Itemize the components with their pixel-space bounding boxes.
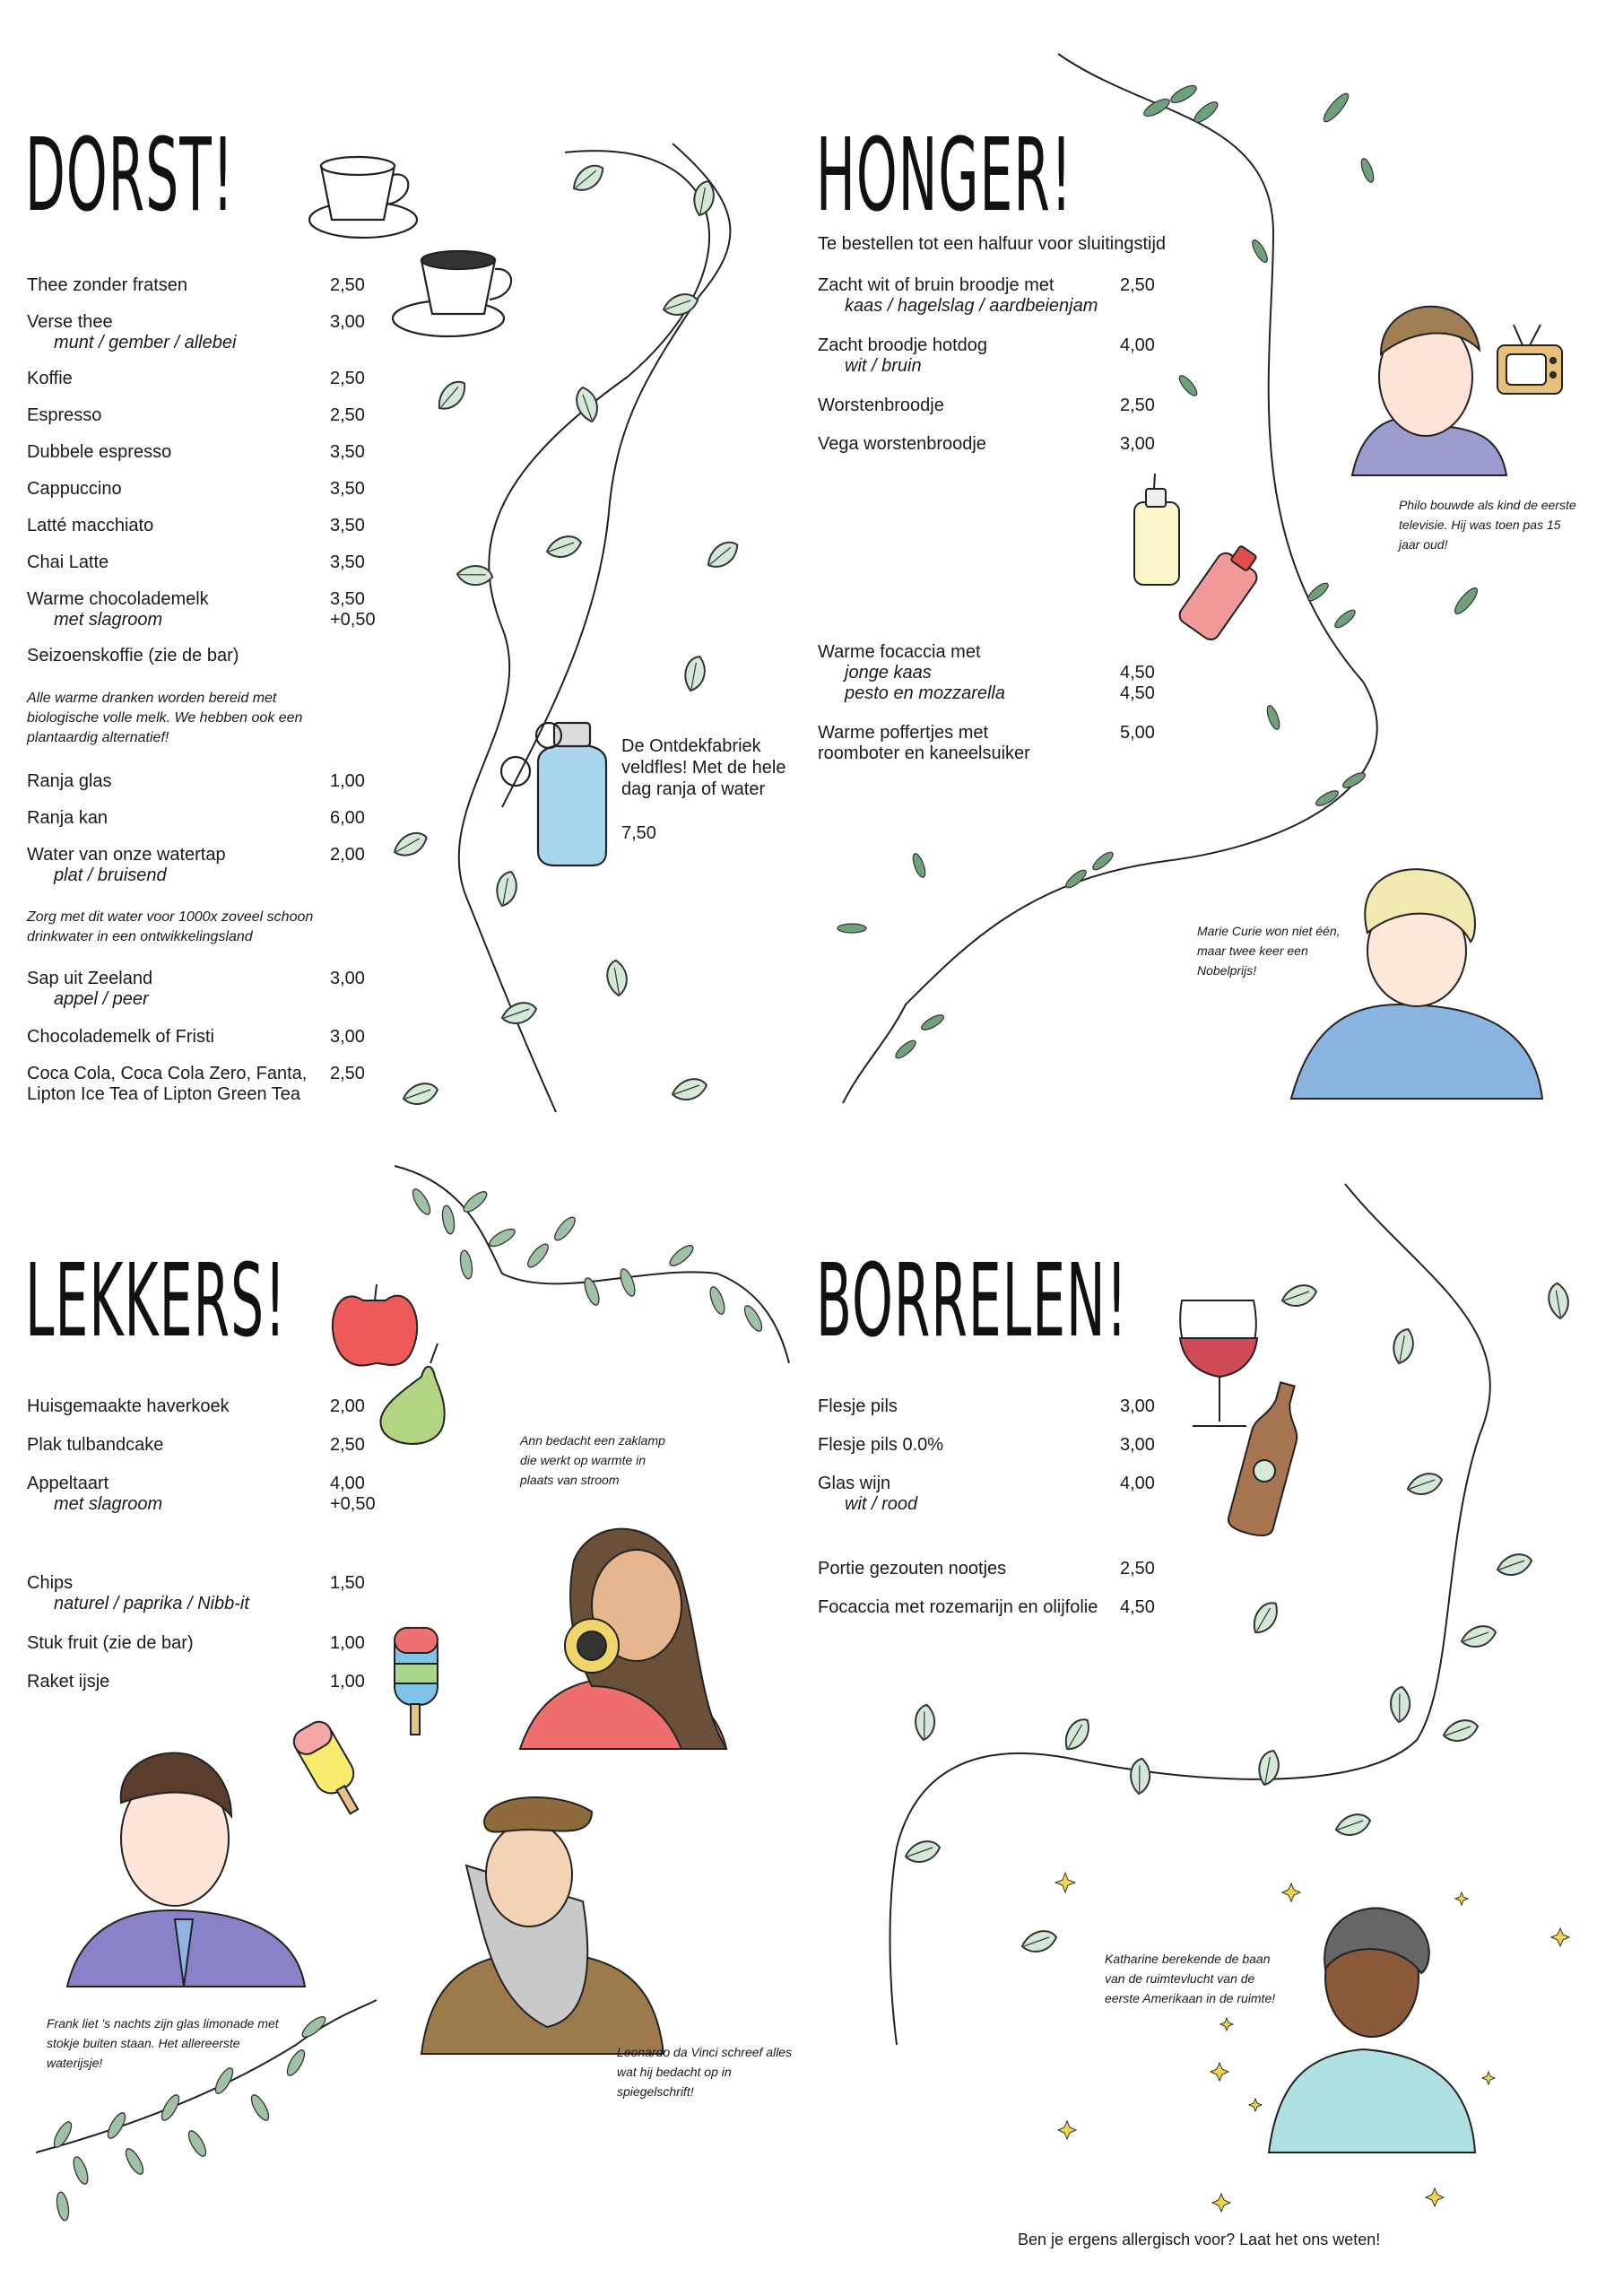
menu-item: Glas wijn [818, 1474, 891, 1493]
menu-item: Chocolademelk of Fristi [27, 1027, 214, 1047]
menu-item: Dubbele espresso [27, 442, 172, 462]
menu-price: 3,50 [330, 516, 365, 535]
allergy-footer: Ben je ergens allergisch voor? Laat het ons weten! [1018, 2231, 1381, 2248]
menu-price: 4,50 [1120, 1597, 1155, 1617]
menu-price: 3,00 [330, 969, 365, 988]
coffee-cup-icon [309, 157, 511, 336]
caption-leonardo: Leonardo da Vinci schreef alles wat hij bedacht op in spiegelschrift! [617, 2045, 793, 2099]
portrait-katharine [1269, 1909, 1475, 2152]
menu-price: 2,50 [1120, 275, 1155, 295]
bottle-description: De Ontdekfabriek veldfles! Met de hele dag ranja of water [621, 736, 786, 799]
section-title-borrelen: BORRELEN! [816, 1243, 1129, 1360]
menu-price: 2,00 [330, 845, 365, 865]
menu-price: 4,00 [1120, 335, 1155, 355]
menu-item: Warme poffertjes met [818, 723, 989, 743]
menu-item: Zacht broodje hotdog [818, 335, 988, 355]
tv-icon [1497, 325, 1562, 394]
menu-item: Verse thee [27, 312, 113, 332]
menu-price-extra: +0,50 [330, 1494, 376, 1514]
menu-item: Zacht wit of bruin broodje met [818, 275, 1055, 295]
menu-item: Thee zonder fratsen [27, 275, 187, 295]
menu-price: 3,50 [330, 552, 365, 572]
menu-item-option: met slagroom [54, 610, 163, 630]
menu-price: 3,50 [330, 442, 365, 462]
menu-price: 2,50 [330, 405, 365, 425]
menu-price: 2,50 [330, 1064, 365, 1083]
menu-price: 6,00 [330, 808, 365, 828]
menu-item: Espresso [27, 405, 102, 425]
ketchup-bottle-icon [1134, 474, 1268, 643]
honger-subtitle: Te bestellen tot een halfuur voor sluitingstijd [818, 234, 1167, 254]
menu-item-option: wit / bruin [845, 356, 922, 376]
menu-item: Latté macchiato [27, 516, 154, 535]
menu-price: 1,00 [330, 771, 365, 791]
menu-price: 1,00 [330, 1633, 365, 1653]
menu-price: 3,00 [1120, 1435, 1155, 1455]
menu-price-extra: +0,50 [330, 610, 376, 630]
menu-item: Warme focaccia met [818, 642, 981, 662]
menu-price: 4,00 [330, 1474, 365, 1493]
menu-price: 2,50 [1120, 1559, 1155, 1578]
menu-item: Cappuccino [27, 479, 122, 499]
menu-price: 1,50 [330, 1573, 365, 1593]
menu-price: 2,50 [1120, 396, 1155, 415]
menu-price: 3,00 [330, 1027, 365, 1047]
menu-item-option: pesto en mozzarella [845, 683, 1005, 703]
caption-frank: Frank liet 's nachts zijn glas limonade met stokje buiten staan. Het allereerste waterijsje! [47, 2016, 279, 2070]
menu-price: 2,50 [330, 275, 365, 295]
menu-item: Ranja glas [27, 771, 112, 791]
vine [459, 151, 709, 1112]
portrait-philo [1352, 307, 1506, 475]
menu-price: 4,50 [1120, 663, 1155, 683]
menu-item: Portie gezouten nootjes [818, 1559, 1007, 1578]
portrait-ann [520, 1529, 726, 1749]
menu-item: Worstenbroodje [818, 396, 944, 415]
menu-price: 5,00 [1120, 723, 1155, 743]
wine-glass-icon [1180, 1300, 1257, 1426]
menu-item: Seizoenskoffie (zie de bar) [27, 646, 239, 665]
menu-item-option: wit / rood [845, 1494, 918, 1514]
menu-item-option: jonge kaas [845, 663, 932, 683]
menu-item: Koffie [27, 369, 73, 388]
menu-item: Appeltaart [27, 1474, 109, 1493]
portrait-curie [1291, 869, 1542, 1099]
portrait-leonardo [421, 1797, 664, 2054]
menu-price: 2,50 [330, 1435, 365, 1455]
menu-price: 2,50 [330, 369, 365, 388]
menu-item-option: naturel / paprika / Nibb-it [54, 1594, 249, 1613]
menu-item: Sap uit Zeeland [27, 969, 153, 988]
menu-price: 4,00 [1120, 1474, 1155, 1493]
note-water: Zorg met dit water voor 1000x zoveel schoon drinkwater in een ontwikkelingsland [27, 909, 314, 944]
water-bottle-icon [501, 723, 606, 865]
section-title-lekkers: LEKKERS! [25, 1243, 287, 1360]
caption-ann: Ann bedacht een zaklamp die werkt op warmte in plaats van stroom [520, 1433, 665, 1487]
menu-price: 3,50 [330, 589, 365, 609]
menu-item: Flesje pils [818, 1396, 898, 1416]
menu-price: 4,50 [1120, 683, 1155, 703]
menu-item-option: met slagroom [54, 1494, 163, 1514]
bottle-price: 7,50 [621, 823, 656, 843]
menu-item: Plak tulbandcake [27, 1435, 164, 1455]
menu-item: Stuk fruit (zie de bar) [27, 1633, 194, 1653]
caption-philo: Philo bouwde als kind de eerste televisie. Hij was toen pas 15 jaar oud! [1399, 498, 1576, 552]
menu-price: 3,00 [1120, 1396, 1155, 1416]
menu-price: 2,00 [330, 1396, 365, 1416]
caption-curie: Marie Curie won niet één, maar twee keer een Nobelprijs! [1197, 924, 1341, 978]
menu-item-option: appel / peer [54, 989, 149, 1009]
menu-price: 3,00 [330, 312, 365, 332]
menu-item-option: munt / gember / allebei [54, 333, 237, 352]
section-title-dorst: DORST! [25, 117, 235, 234]
menu-item: Chips [27, 1573, 74, 1593]
menu-price: 3,50 [330, 479, 365, 499]
note-milk: Alle warme dranken worden bereid met biologische volle melk. We hebben ook een plantaardig alternatief! [27, 691, 303, 745]
menu-item: Water van onze watertap [27, 845, 226, 865]
menu-item-option: kaas / hagelslag / aardbeienjam [845, 296, 1098, 316]
menu-item: Ranja kan [27, 808, 108, 828]
menu-item-line2: roomboter en kaneelsuiker [818, 744, 1030, 763]
apple-icon [333, 1284, 417, 1366]
menu-item: Warme chocolademelk [27, 589, 209, 609]
section-title-honger: HONGER! [816, 117, 1073, 234]
menu-item: Chai Latte [27, 552, 109, 572]
portrait-frank [67, 1752, 305, 1987]
beer-bottle-icon [1226, 1378, 1310, 1539]
caption-katharine: Katharine berekende de baan van de ruimtevlucht van de eerste Amerikaan in de ruimte! [1105, 1952, 1276, 2005]
menu-item: Vega worstenbroodje [818, 434, 986, 454]
menu-price: 3,00 [1120, 434, 1155, 454]
menu-item: Raket ijsje [27, 1672, 110, 1692]
menu-item: Huisgemaakte haverkoek [27, 1396, 230, 1416]
menu-item-line2: Lipton Ice Tea of Lipton Green Tea [27, 1084, 301, 1104]
menu-price: 1,00 [330, 1672, 365, 1692]
menu-item: Flesje pils 0.0% [818, 1435, 944, 1455]
menu-item-option: plat / bruisend [54, 865, 167, 885]
menu-item: Coca Cola, Coca Cola Zero, Fanta, [27, 1064, 308, 1083]
menu-item: Focaccia met rozemarijn en olijfolie [818, 1597, 1098, 1617]
popsicle-icon [290, 1628, 438, 1821]
